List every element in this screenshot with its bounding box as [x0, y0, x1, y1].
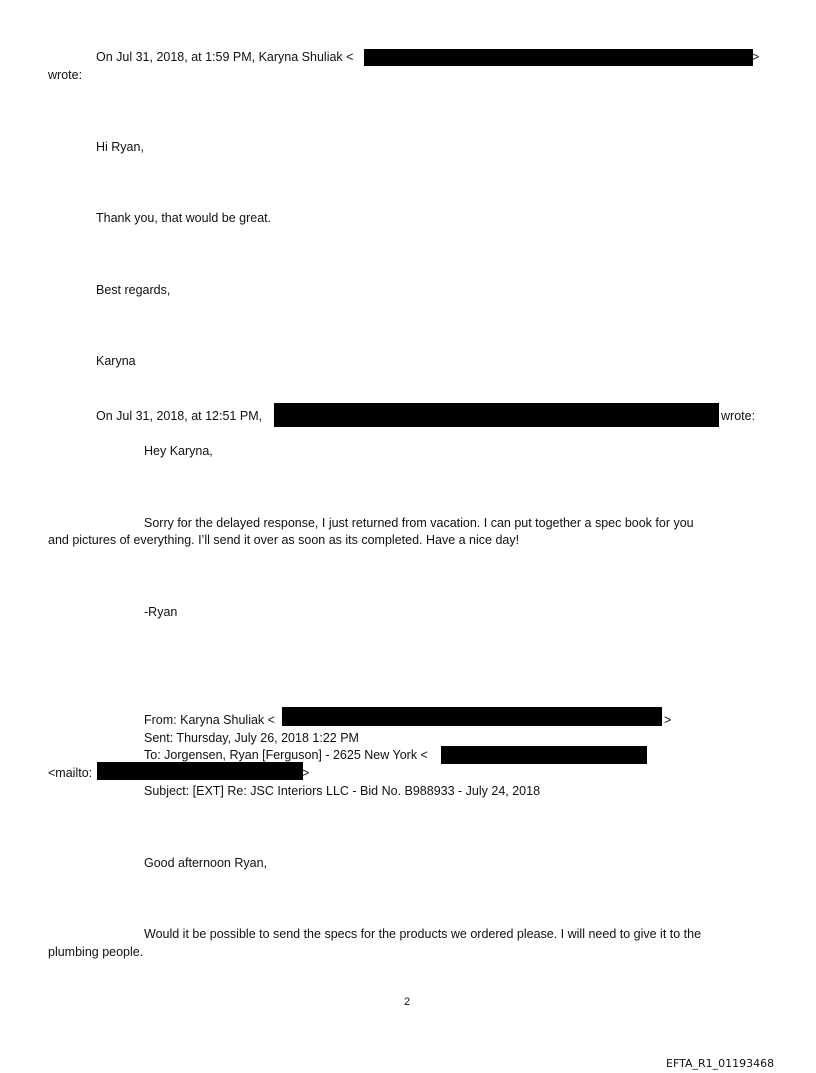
forward-mailto-suffix: > [302, 766, 310, 780]
redaction-bar [274, 403, 719, 427]
email1-greeting: Hi Ryan, [96, 140, 144, 154]
email2-greeting: Hey Karyna, [144, 444, 213, 458]
email3-body-line1: Would it be possible to send the specs for the products we ordered please. I will need to give it to the [144, 927, 702, 941]
forward-subject: Subject: [EXT] Re: JSC Interiors LLC - Bid No. B988933 - July 24, 2018 [144, 784, 541, 798]
forward-mailto: <mailto: [48, 766, 93, 780]
email1-header: On Jul 31, 2018, at 1:59 PM, Karyna Shuliak < [96, 50, 354, 64]
email1-header-suffix: > [752, 50, 760, 64]
email1-signature: Karyna [96, 354, 136, 368]
page-number: 2 [404, 996, 411, 1008]
email2-body-line1: Sorry for the delayed response, I just returned from vacation. I can put together a spec book for you [144, 516, 694, 530]
email1-closing: Best regards, [96, 283, 171, 297]
forward-sent: Sent: Thursday, July 26, 2018 1:22 PM [144, 731, 359, 745]
redaction-bar [364, 49, 753, 66]
forward-to: To: Jorgensen, Ryan [Ferguson] - 2625 New York < [144, 748, 428, 762]
redaction-bar [97, 762, 303, 780]
redaction-bar [282, 707, 662, 726]
email1-wrote: wrote: [48, 68, 83, 82]
footer-document-id: EFTA_R1_01193468 [666, 1057, 775, 1070]
email3-body-line2: plumbing people. [48, 945, 144, 959]
email2-header: On Jul 31, 2018, at 12:51 PM, [96, 409, 263, 423]
redaction-bar [441, 746, 647, 764]
email2-signature: -Ryan [144, 605, 178, 619]
email2-wrote: wrote: [721, 409, 756, 423]
forward-from: From: Karyna Shuliak < [144, 713, 275, 727]
email3-greeting: Good afternoon Ryan, [144, 856, 267, 870]
forward-from-suffix: > [664, 713, 672, 727]
email1-body: Thank you, that would be great. [96, 211, 272, 225]
email2-body-line2: and pictures of everything. I’ll send it over as soon as its completed. Have a nice day! [48, 533, 520, 547]
